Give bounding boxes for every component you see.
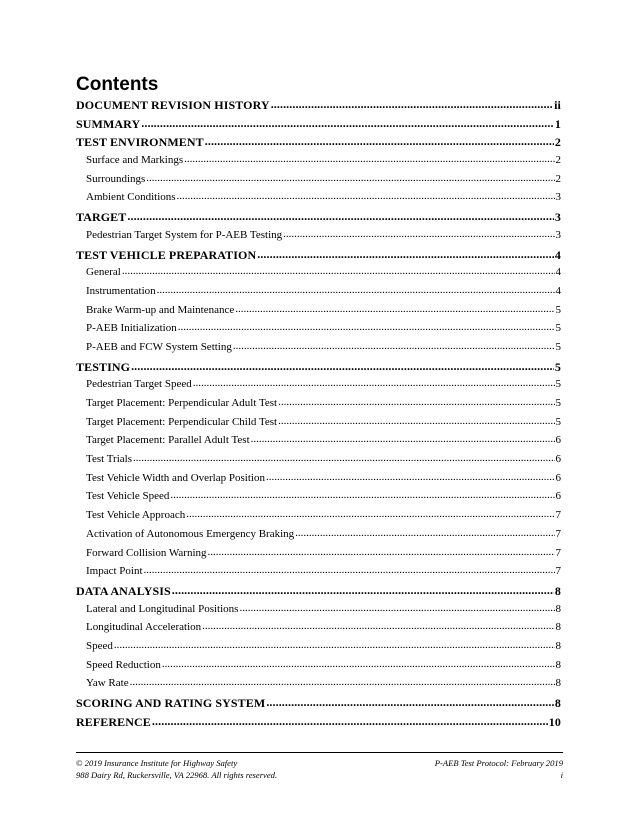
toc-section-link[interactable] [76, 210, 561, 229]
dot-leader [278, 415, 554, 427]
toc-page-number: 8 [555, 602, 561, 615]
dot-leader [133, 452, 555, 464]
toc-entry-title: Test Vehicle Width and Overlap Position [86, 471, 265, 484]
contents-heading: Contents [76, 74, 159, 95]
toc-page-number: 2 [555, 172, 561, 185]
toc-page-number: 4 [555, 284, 561, 297]
footer-copyright-text: 2019 Insurance Institute for Highway Safety [82, 758, 238, 768]
toc-section-link[interactable] [76, 98, 561, 117]
footer-left [76, 757, 277, 781]
toc-subsection-link[interactable] [76, 453, 561, 472]
dot-leader [251, 433, 555, 445]
footer-page-number: i [560, 770, 563, 780]
dot-leader [130, 676, 555, 688]
toc-page-number: 5 [555, 340, 561, 353]
footer-protocol: P-AEB Test Protocol: February 2019 [434, 758, 563, 768]
toc-subsection-link[interactable] [76, 378, 561, 397]
toc-subsection-link[interactable] [76, 304, 561, 323]
toc-entry-title: Brake Warm-up and Maintenance [86, 303, 235, 316]
dot-leader [278, 396, 554, 408]
dot-leader [172, 583, 554, 598]
dot-leader [127, 209, 554, 224]
toc-subsection-link[interactable] [76, 322, 561, 341]
toc-section-link[interactable] [76, 696, 561, 715]
toc-page-number: 8 [555, 677, 561, 690]
dot-leader [146, 172, 554, 184]
toc-page-number: 5 [555, 378, 561, 391]
toc-entry-title: Target Placement: Parallel Adult Test [86, 434, 250, 447]
toc-subsection-link[interactable] [76, 229, 561, 248]
toc-subsection-link[interactable] [76, 621, 561, 640]
toc-subsection-link[interactable] [76, 397, 561, 416]
toc-subsection-link[interactable] [76, 547, 561, 566]
toc-entry-title: Target Placement: Perpendicular Child Test [86, 415, 278, 428]
footer-copyright [76, 757, 277, 769]
toc-subsection-link[interactable] [76, 285, 561, 304]
dot-leader [193, 377, 555, 389]
toc-page-number: 7 [555, 546, 561, 559]
toc-subsection-link[interactable] [76, 677, 561, 696]
toc-page-number: 6 [555, 490, 561, 503]
toc-entry-title: Pedestrian Target Speed [86, 378, 192, 391]
dot-leader [141, 116, 554, 131]
dot-leader [257, 247, 554, 262]
toc-page-number: 6 [555, 471, 561, 484]
toc-page-number: 3 [555, 191, 561, 204]
toc-entry-title: P-AEB Initialization [86, 322, 177, 335]
toc-subsection-link[interactable] [76, 565, 561, 584]
footer-right [435, 757, 563, 781]
dot-leader [114, 639, 555, 651]
toc-page-number: 7 [555, 509, 561, 522]
toc-page-number: 5 [555, 397, 561, 409]
toc-page-number: 7 [555, 565, 561, 578]
dot-leader [239, 602, 554, 614]
toc-page-number: 3 [555, 228, 561, 241]
toc-page-number: 6 [555, 453, 561, 466]
toc-subsection-link[interactable] [76, 191, 561, 210]
toc-subsection-link[interactable] [76, 472, 561, 491]
toc-entry-title: Forward Collision Warning [86, 546, 207, 559]
toc-entry-title: TESTING [76, 359, 131, 374]
toc-page-number: 7 [555, 527, 561, 540]
toc-page-number: 5 [555, 303, 561, 316]
toc-entry-title: TEST ENVIRONMENT [76, 135, 204, 150]
toc-page-number: 8 [554, 583, 561, 598]
toc-page-number: 2 [555, 154, 561, 167]
toc-page-number: 4 [554, 247, 561, 262]
toc-entry-title: REFERENCE [76, 714, 151, 729]
toc-entry-title: Lateral and Longitudinal Positions [86, 602, 239, 615]
toc-page-number: 5 [555, 322, 561, 335]
toc-page-number: 6 [555, 434, 561, 447]
toc-entry-title: SUMMARY [76, 116, 141, 131]
toc-entry-title: Speed Reduction [86, 658, 161, 671]
dot-leader [170, 489, 554, 501]
toc-subsection-link[interactable] [76, 173, 561, 192]
dot-leader [177, 190, 555, 202]
dot-leader [202, 620, 554, 632]
copyright-symbol: © [76, 758, 83, 768]
dot-leader [184, 153, 554, 165]
toc-section-link[interactable] [76, 715, 561, 734]
toc-entry-title: General [86, 266, 121, 279]
dot-leader [144, 564, 555, 576]
dot-leader [266, 471, 555, 483]
toc-entry-title: DATA ANALYSIS [76, 583, 171, 598]
toc-page-number: 8 [555, 621, 561, 634]
toc-entry-title: Target Placement: Perpendicular Adult Test [86, 397, 278, 409]
toc-page-number: 10 [548, 714, 561, 729]
toc-page-number: 3 [554, 210, 561, 225]
toc-subsection-link[interactable] [76, 659, 561, 678]
toc-entry-title: Activation of Autonomous Emergency Braking [86, 527, 295, 540]
toc-subsection-link[interactable] [76, 509, 561, 528]
toc-subsection-link[interactable] [76, 154, 561, 173]
dot-leader [131, 359, 554, 374]
dot-leader [157, 284, 555, 296]
dot-leader [205, 134, 554, 149]
toc-entry-title: Yaw Rate [86, 677, 129, 690]
dot-leader [162, 658, 555, 670]
toc-subsection-link[interactable] [76, 528, 561, 547]
dot-leader [266, 695, 554, 710]
toc-entry-title: Ambient Conditions [86, 191, 176, 204]
toc-entry-title: Pedestrian Target System for P-AEB Testing [86, 228, 283, 241]
toc-subsection-link[interactable] [76, 603, 561, 622]
toc-page-number: 5 [554, 359, 561, 374]
toc-page-number: 4 [555, 266, 561, 279]
dot-leader [233, 340, 555, 352]
dot-leader [122, 265, 555, 277]
dot-leader [152, 714, 548, 729]
footer-divider [76, 752, 563, 753]
dot-leader [208, 546, 555, 558]
toc-entry-title: P-AEB and FCW System Setting [86, 340, 232, 353]
toc-page-number: 5 [555, 415, 561, 428]
toc-section-link[interactable] [76, 248, 561, 267]
toc-entry-title: Speed [86, 639, 113, 652]
toc-section-link[interactable] [76, 117, 561, 136]
toc-entry-title: Instrumentation [86, 284, 156, 297]
toc-page-number: 2 [554, 135, 561, 150]
dot-leader [295, 527, 554, 539]
toc-entry-title: Test Vehicle Approach [86, 509, 186, 522]
toc-subsection-link[interactable] [76, 434, 561, 453]
toc-entry-title: Impact Point [86, 565, 143, 578]
toc-entry-title: DOCUMENT REVISION HISTORY [76, 98, 270, 112]
toc-page-number: 1 [554, 116, 561, 131]
toc-section-link[interactable] [76, 360, 561, 379]
toc-entry-title: Test Trials [86, 453, 132, 466]
toc-entry-title: Test Vehicle Speed [86, 490, 170, 503]
toc-entry-title: SCORING AND RATING SYSTEM [76, 696, 266, 710]
toc-subsection-link[interactable] [76, 341, 561, 360]
toc-entry-title: Surroundings [86, 172, 146, 185]
toc-page-number: 8 [555, 639, 561, 652]
dot-leader [178, 321, 555, 333]
toc-entry-title: TEST VEHICLE PREPARATION [76, 247, 257, 262]
toc-subsection-link[interactable] [76, 266, 561, 285]
toc-entry-title: TARGET [76, 210, 127, 225]
toc-subsection-link[interactable] [76, 490, 561, 509]
toc-subsection-link[interactable] [76, 416, 561, 435]
toc-page-number: ii [554, 98, 561, 112]
toc-section-link[interactable] [76, 584, 561, 603]
toc-subsection-link[interactable] [76, 640, 561, 659]
dot-leader [186, 508, 554, 520]
table-of-contents [76, 98, 561, 733]
toc-page-number: 8 [555, 658, 561, 671]
toc-entry-title: Longitudinal Acceleration [86, 621, 202, 634]
dot-leader [271, 97, 553, 112]
toc-entry-title: Surface and Markings [86, 154, 184, 167]
dot-leader [235, 303, 554, 315]
toc-page-number: 8 [554, 696, 561, 710]
dot-leader [283, 228, 554, 240]
footer-address: 988 Dairy Rd, Ruckersville, VA 22968. All rights reserved. [76, 770, 278, 780]
toc-section-link[interactable] [76, 135, 561, 154]
